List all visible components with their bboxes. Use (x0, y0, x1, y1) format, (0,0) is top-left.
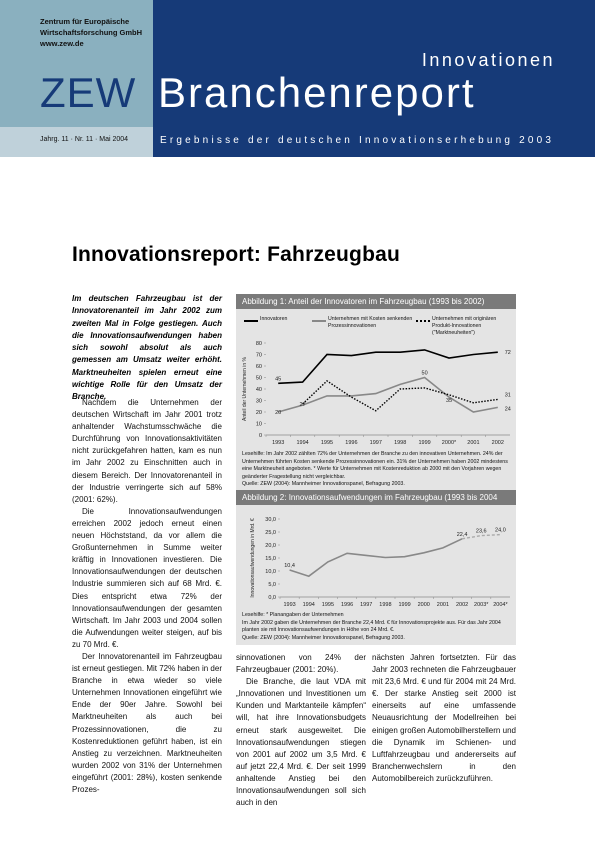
data-label: 50 (421, 370, 428, 377)
series-line-1 (278, 378, 498, 413)
issue-info: Jahrg. 11 · Nr. 11 · Mai 2004 (40, 136, 129, 143)
figure-2-source: Quelle: ZEW (2004): Mannheimer Innovationspanel, Befragung 2003. (242, 634, 405, 641)
y-tick-label: 10 (255, 421, 262, 428)
x-tick-label: 2004* (493, 602, 508, 608)
data-label: 20 (275, 410, 282, 416)
figure-1-body (236, 309, 516, 490)
y-tick-label: 0 (258, 433, 262, 439)
figure-1 (236, 294, 516, 490)
x-tick-label: 1998 (379, 602, 392, 608)
report-title: Branchenreport (158, 69, 476, 116)
data-label: 24 (504, 406, 511, 413)
data-label: 35 (445, 397, 453, 404)
y-tick-label: 25,0 (265, 530, 276, 536)
x-tick-label: 1997 (369, 440, 382, 446)
zew-logo: ZEW (40, 69, 137, 116)
y-tick-label: 80 (255, 341, 262, 347)
figure-2-title: Abbildung 2: Innovationsaufwendungen im Fahrzeugbau (1993 bis 2004 (236, 490, 516, 505)
text-column-1 (72, 397, 222, 796)
paragraph: sinnovationen von 24% der Fahrzeugbauer (2001: 20%). (236, 653, 366, 675)
y-tick-label: 20 (255, 410, 262, 416)
figure-2 (236, 490, 516, 645)
legend-swatch-innovatoren (244, 320, 258, 322)
x-tick-label: 1993 (283, 602, 296, 608)
x-tick-label: 1998 (394, 440, 407, 446)
y-tick-label: 30,0 (265, 517, 276, 523)
legend-produkt: Unternehmen mit originären Produkt-Innovationen ("Marktneuheiten") (432, 316, 497, 336)
data-label: 45 (275, 376, 282, 383)
x-tick-label: 2003* (474, 602, 489, 608)
x-tick-label: 2001 (467, 440, 480, 446)
legend-swatch-produkt (416, 320, 430, 322)
paragraph: Die Innovationsaufwendungen erreichen 2002 jedoch erneut einen neuen Höchststand, da vor allem die Großunternehmen in Summe weiter kräftig in Innovationen investieren. Die Innovationsaufwendungen der deutschen Industrie summieren sich auf 68 Mrd. €. Dies entspricht etwa 72% der Innovationsaufwendungen der gesamten Wirtschaft. Im Jahr 2003 und 2004 sollen die Aufwendungen weiter steigen, auf bis zu 70 Mrd. €. (72, 506, 222, 649)
x-tick-label: 1999 (418, 440, 431, 446)
x-tick-label: 2002 (455, 602, 469, 608)
text-column-2 (236, 652, 366, 809)
figure-2-body (236, 505, 516, 645)
data-label: 24,0 (495, 527, 506, 534)
x-tick-label: 2000 (417, 602, 430, 608)
y-tick-label: 10,0 (265, 569, 276, 575)
report-subtitle: Innovationen (421, 50, 555, 70)
article-lead: Im deutschen Fahrzeugbau ist der Innovatorenanteil im Jahr 2002 zum zweiten Mal in Folge gestiegen. Auch die Innovationsaufwendungen haben sich sowohl absolut als auch gemessen am Umsatz weiter erhöht. Marktneuheiten spielen erneut eine wichtige Rolle für den Umsatz der Branche. (72, 294, 222, 402)
y-tick-label: 60 (255, 364, 262, 370)
data-label: 10,4 (284, 562, 295, 569)
x-tick-label: 1996 (340, 602, 354, 608)
x-tick-label: 1995 (320, 440, 334, 446)
series-line-1 (462, 535, 500, 539)
y-axis-label: Innovationsaufwendungen in Mrd. € (250, 518, 256, 598)
x-tick-label: 1997 (360, 602, 373, 608)
y-tick-label: 40 (255, 387, 262, 393)
org-line: Wirtschaftsforschung GmbH (40, 28, 143, 37)
x-tick-label: 2000* (441, 440, 457, 446)
x-tick-label: 2002 (491, 440, 504, 446)
data-label: 27 (299, 401, 306, 408)
figure-1-title: Abbildung 1: Anteil der Innovatoren im Fahrzeugbau (1993 bis 2002) (236, 294, 516, 309)
y-tick-label: 5,0 (268, 582, 276, 588)
figure-1-note: Lesehilfe: Im Jahr 2002 zählten 72% der Unternehmen der Branche zu den innovativen Unternehmen. 24% der Unternehmen führten Kosten senkende Prozessinnovationen ein. 31% der Unternehmen haben 2002 mindestens eine Marktneuheit angeboten. * Werte für Unternehmen mit Kostenreduktion ab 2000 mit den Vorjahren wegen geänderter Fragestellung nicht vergleichbar. (242, 451, 508, 480)
org-info (40, 16, 142, 49)
article-headline: Innovationsreport: Fahrzeugbau (72, 243, 401, 266)
paragraph: Nachdem die Unternehmen der deutschen Wirtschaft im Jahr 2001 trotz anhaltender Wachstumsschwäche die Durchführung von Innovationsaktivitäten nicht zurückgefahren hatten, kam es nun im Jahr 2002 zu Einschnitten auch in diesem Bereich. Der Innovatorenanteil in der Industrie verringerte sich auf 58% (2001: 62%). (72, 398, 222, 504)
legend-prozess: Unternehmen mit Kosten senkenden Prozessinnovationen (328, 316, 413, 329)
y-tick-label: 30 (255, 398, 262, 405)
text-column-3 (372, 652, 516, 785)
org-line: Zentrum für Europäische (40, 17, 130, 26)
data-label: 31 (504, 392, 511, 399)
x-tick-label: 1993 (272, 440, 285, 446)
figure-2-note-detail: Im Jahr 2002 gaben die Unternehmen der Branche 22,4 Mrd. € für Innovationsprojekte aus. Für das Jahr 2004 planten sie mit Innovationsaufwendungen in Höhe von 24 Mrd. €. (242, 619, 501, 633)
y-tick-label: 70 (255, 352, 262, 359)
x-tick-label: 1999 (398, 602, 411, 608)
data-label: 72 (504, 350, 511, 357)
x-tick-label: 1995 (321, 602, 335, 608)
data-label: 23,6 (475, 528, 487, 535)
x-tick-label: 1994 (296, 440, 309, 446)
chart-2-plot (236, 509, 516, 611)
paragraph: nächsten Jahren fortsetzten. Für das Jahr 2003 rechneten die Fahrzeugbauer mit 23,6 Mrd. € und für 2004 mit 24 Mrd. €. Der starke Anstieg seit 2000 ist einerseits auf eine umfassende Neuausrichtung der Modellreihen bei einigen großen Automobilherstellern und die Dynamik im Schienen- und Luftfahrzeugbau und andererseits auf Branchenwechslern in den Automobilbereich zurückzuführen. (372, 653, 516, 783)
x-tick-label: 1996 (345, 440, 358, 446)
paragraph: Die Branche, die laut VDA mit „Innovationen und Investitionen um Kunden und Marktanteile kämpfen“ will, hat ihre Innovationsbudgets erneut stark ausgeweitet. Die Innovationsaufwendungen stiegen von 2001 auf 2002 um 3,5 Mrd. € auf jetzt 22,4 Mrd. €. Der seit 1999 anhaltende Anstieg bei den Innovationsaufwendungen soll sich auch in den (236, 677, 366, 808)
x-tick-label: 1994 (302, 602, 315, 608)
figure-1-source: Quelle: ZEW (2004): Mannheimer Innovationspanel, Befragung 2003. (242, 481, 405, 487)
y-tick-label: 20,0 (265, 543, 276, 549)
y-tick-label: 15,0 (265, 556, 276, 562)
tagline: Ergebnisse der deutschen Innovationserhebung 2003 (160, 135, 555, 146)
series-line-0 (278, 350, 498, 383)
y-axis-label: Anteil der Unternehmen in % (242, 357, 248, 421)
y-tick-label: 0,0 (268, 595, 276, 601)
legend-innovatoren: Innovatoren (260, 316, 288, 322)
paragraph: Der Innovatorenanteil im Fahrzeugbau ist erneut gestiegen. Mit 72% haben in der Branche in etwa wieder so viele Unternehmen Innovationen eingeführt wie Ende der 90er Jahre. Sowohl bei Marktneuheiten als auch bei Prozessinnovationen, die zu Kostenreduktionen geführt haben, ist ein Anstieg zu verzeichnen. Marktneuheiten wurden 2002 von 31% der Unternehmen eingeführt (2001: 28%), kosten senkende Prozes- (72, 651, 222, 794)
figure-2-note: Lesehilfe: * Planangaben der Unternehmen (242, 612, 344, 618)
org-url: www.zew.de (40, 39, 84, 48)
x-tick-label: 2001 (436, 602, 450, 608)
data-label: 22,4 (456, 531, 468, 538)
y-tick-label: 50 (255, 375, 262, 382)
legend-swatch-prozess (312, 320, 326, 322)
chart-1-plot (236, 339, 516, 451)
series-line-0 (290, 539, 463, 576)
